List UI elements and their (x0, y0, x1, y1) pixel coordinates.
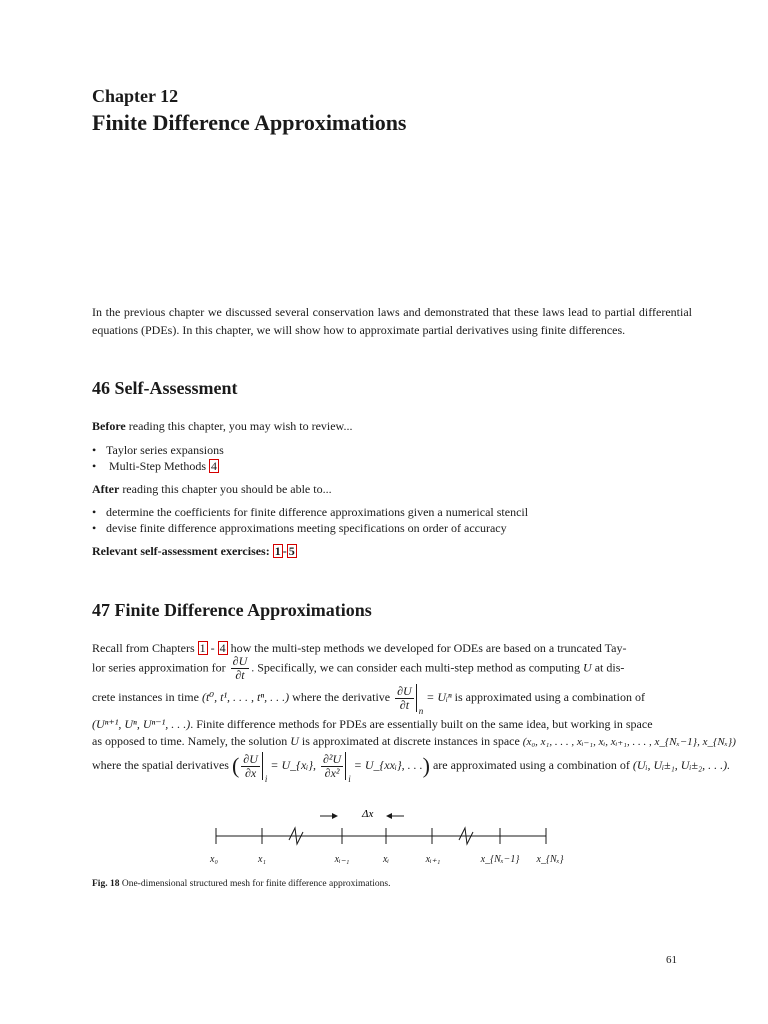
text: as opposed to time. Namely, the solution (92, 734, 288, 748)
page-number: 61 (666, 954, 677, 966)
symbol: U (290, 734, 299, 748)
after-bold: After (92, 482, 120, 496)
arrow-left-icon (386, 813, 392, 819)
caption-label: Fig. 18 (92, 879, 120, 889)
exercise-sep: - (282, 544, 287, 558)
section-47-heading: 47 Finite Difference Approximations (92, 600, 372, 620)
before-text: reading this chapter, you may wish to review... (125, 419, 353, 433)
text: is approximated using a combination of (454, 689, 645, 704)
mesh-label: x_{Nₓ−1} (480, 854, 520, 865)
axis-break-icon (459, 828, 473, 844)
exercises-line (92, 543, 297, 559)
goal-item: • devise finite difference approximations meeting specifications on order of accuracy (92, 520, 507, 536)
partial-u-t-fraction (231, 655, 250, 682)
equation: = U_{xxᵢ}, . . . (353, 757, 423, 772)
paren: ) (422, 753, 430, 778)
chapter-title: Finite Difference Approximations (92, 110, 407, 135)
goal-item: • determine the coefficients for finite difference approximations given a numerical stencil (92, 504, 528, 520)
before-line (92, 418, 352, 434)
before-bold: Before (92, 419, 126, 433)
text: is approximated at discrete instances in space (301, 734, 520, 748)
review-item: • Taylor series expansions (92, 442, 224, 458)
sec47-line-3 (92, 683, 645, 716)
denominator: ∂t (235, 668, 245, 682)
text: are approximated using a combination of (432, 757, 630, 772)
numerator: ∂U (243, 751, 258, 766)
text: crete instances in time (92, 689, 199, 704)
sec47-line-1 (92, 640, 626, 656)
subscript: i (264, 774, 268, 784)
denominator: ∂x² (324, 765, 340, 780)
combination: (Uᵢ, Uᵢ±₁, Uᵢ±₂, . . .). (632, 757, 731, 772)
mesh-label: xᵢ₋₁ (334, 854, 350, 865)
symbol: U (583, 660, 592, 675)
review-item: Multi-Step Methods (109, 459, 207, 473)
delta-x-label: Δx (362, 808, 374, 820)
text: where the spatial derivatives (92, 757, 229, 772)
exercise-ref-link[interactable]: 5 (288, 544, 295, 558)
mesh-label: x₁ (258, 854, 266, 865)
numerator: ∂U (397, 683, 412, 698)
text: how the multi-step methods we developed for ODEs are based on a truncated Tay- (230, 641, 627, 655)
chapter-ref-link[interactable]: 4 (211, 459, 218, 473)
exercises-label: Relevant self-assessment exercises: (92, 544, 270, 558)
evaluation-bar (262, 752, 268, 784)
numerator: ∂U (232, 654, 248, 668)
time-sequence: (t⁰, t¹, . . . , tⁿ, . . .) (201, 689, 290, 704)
partial-u-x-fraction (241, 753, 260, 780)
paren: ( (231, 753, 240, 778)
sec47-line-4 (92, 716, 653, 732)
sec47-line-2 (92, 655, 624, 682)
text: - (207, 641, 218, 655)
denominator: ∂x (244, 765, 257, 780)
review-item-multistep (92, 458, 219, 474)
mesh-figure (0, 800, 768, 870)
evaluation-bar (345, 752, 351, 784)
text: . Finite difference methods for PDEs are essentially built on the same idea, but working in space (190, 717, 653, 731)
mesh-label: x_{Nₓ} (536, 854, 564, 865)
sec47-line-6 (92, 751, 731, 784)
denominator: ∂t (399, 697, 410, 712)
arrow-right-icon (332, 813, 338, 819)
after-text: reading this chapter you should be able to... (119, 482, 332, 496)
intro-paragraph: In the previous chapter we discussed several conservation laws and demonstrated that these laws lead to partial differential equations (PDEs). In this chapter, we will show how to approximate partial derivatives using finite differences. (92, 305, 692, 337)
caption-text: One-dimensional structured mesh for finite difference approximations. (121, 879, 391, 889)
subscript: i (348, 774, 351, 784)
text: at dis- (594, 660, 625, 675)
mesh-label: xᵢ₊₁ (425, 854, 441, 865)
axis-break-icon (289, 828, 303, 844)
chapter-label: Chapter 12 (92, 86, 179, 106)
section-46-heading: 46 Self-Assessment (92, 378, 238, 398)
evaluation-bar (416, 684, 424, 716)
sec47-line-5 (92, 733, 736, 750)
mesh-label: x₀ (210, 854, 218, 865)
x-sequence: (x₀, x₁, . . . , xᵢ₋₁, xᵢ, xᵢ₊₁, . . . , x_{Nₓ−1}, x_{Nₓ}) (522, 736, 736, 748)
equation: = U_{xᵢ}, (270, 757, 316, 772)
mesh-label: xᵢ (382, 854, 390, 865)
text: Recall from Chapters (92, 641, 195, 655)
figure-caption (92, 879, 390, 889)
partial2-u-x-fraction (321, 753, 343, 780)
text: where the derivative (292, 689, 391, 704)
chapter-ref-link[interactable]: 1 (199, 641, 206, 655)
exercise-ref-link[interactable]: 1 (274, 544, 281, 558)
text: lor series approximation for (92, 660, 226, 675)
subscript: n (418, 706, 424, 716)
equation: = Uᵢⁿ (426, 689, 452, 704)
partial-u-t-fraction (395, 685, 414, 712)
chapter-ref-link[interactable]: 4 (219, 641, 226, 655)
numerator: ∂²U (323, 751, 342, 766)
text: . Specifically, we can consider each multi-step method as computing (251, 660, 581, 675)
after-line (92, 481, 332, 497)
u-sequence: (Uⁿ⁺¹, Uⁿ, Uⁿ⁻¹, . . .) (92, 717, 191, 731)
